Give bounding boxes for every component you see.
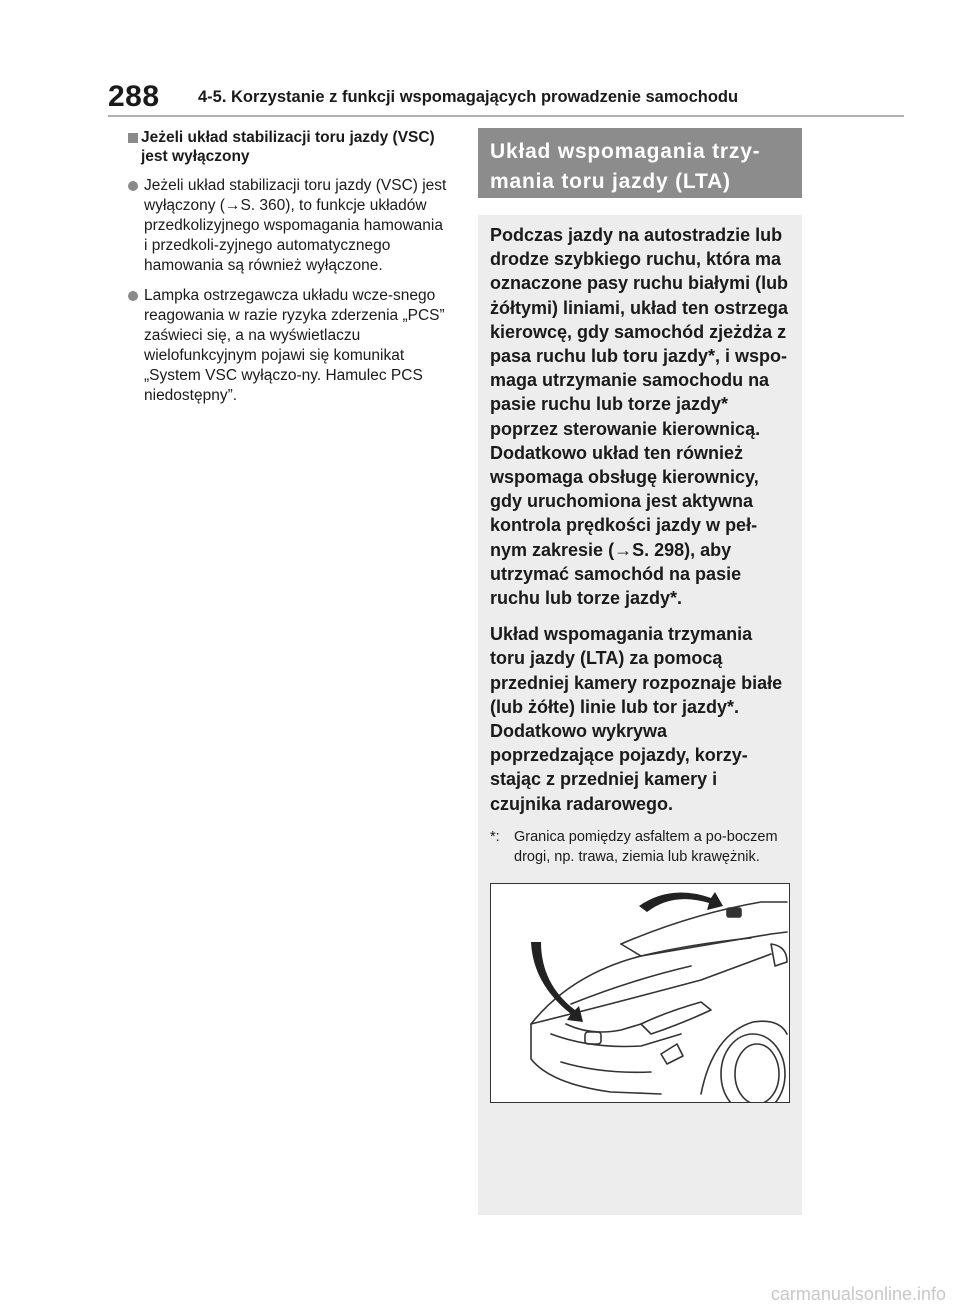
lta-intro-box [478, 215, 802, 1215]
page-number: 288 [108, 80, 160, 113]
left-column [128, 128, 450, 406]
intro-paragraph: Układ wspomagania trzymania toru jazdy (LTA) za pomocą przedniej kamery rozpoznaje białe (lub żółte) linie lub tor jazdy*. Dodatkowo wykrywa poprzedzające pojazdy, korzy-stając z przedniej kamery i czujnika radarowego. [490, 624, 783, 814]
footnote [490, 827, 790, 867]
bullet-item [128, 286, 450, 406]
footnote-text: Granica pomiędzy asfaltem a po-boczem drogi, np. trawa, ziemia lub krawężnik. [514, 828, 778, 865]
circle-bullet-icon [128, 291, 138, 301]
right-column [478, 128, 802, 1215]
car-illustration-icon [491, 884, 789, 1102]
lta-section-title: Układ wspomagania trzy-mania toru jazdy (LTA) [478, 128, 802, 198]
page-header [0, 0, 960, 120]
header-divider [108, 115, 904, 117]
car-sensor-illustration [490, 883, 790, 1103]
subheading-vsc-off [128, 128, 450, 166]
square-bullet-icon [128, 133, 138, 143]
bullet-item [128, 176, 450, 276]
bullet-text: Jeżeli układ stabilizacji toru jazdy (VSC) jest wyłączony (→S. 360), to funkcje układów przedkolizyjnego wspomagania hamowania i przedkoli-zyjnego automatycznego hamowania są również wyłączone. [144, 177, 447, 274]
footnote-mark: *: [490, 828, 500, 845]
section-title: 4-5. Korzystanie z funkcji wspomagających prowadzenie samochodu [198, 88, 739, 106]
watermark: carmanualsonline.info [770, 1284, 946, 1304]
circle-bullet-icon [128, 181, 138, 191]
intro-paragraph: Podczas jazdy na autostradzie lub drodze szybkiego ruchu, która ma oznaczone pasy ruchu białymi (lub żółtymi) liniami, układ ten ostrzega kierowcę, gdy samochód zjeżdża z pasa ruchu lub toru jazdy*, i wspo-maga utrzymanie samochodu na pasie ruchu lub torze jazdy* poprzez sterowanie kierownicą. Dodatkowo układ ten również wspomaga obsługę kierownicy, gdy uruchomiona jest aktywna kontrola prędkości jazdy w peł-nym zakresie (→S. 298), aby utrzymać samochód na pasie ruchu lub torze jazdy*. [490, 225, 789, 609]
bullet-text: Lampka ostrzegawcza układu wcze-snego reagowania w razie ryzyka zderzenia „PCS” zaświeci się, a na wyświetlaczu wielofunkcyjnym pojawi się komunikat „System VSC wyłączo-ny. Hamulec PCS niedostępny”. [144, 287, 445, 404]
subheading-text: Jeżeli układ stabilizacji toru jazdy (VSC) jest wyłączony [141, 129, 435, 165]
